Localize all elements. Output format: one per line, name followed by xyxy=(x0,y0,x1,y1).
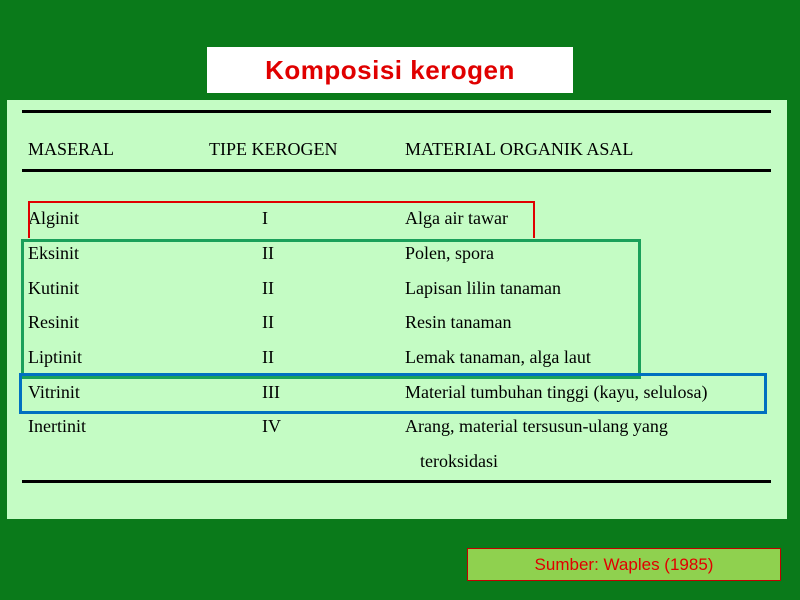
row-liptinit-material: Lemak tanaman, alga laut xyxy=(405,347,591,367)
row-alginit-maseral: Alginit xyxy=(28,208,80,228)
row-vitrinit-maseral: Vitrinit xyxy=(28,382,80,402)
highlight-type-iii-box xyxy=(19,373,767,414)
row-inertinit-material-cont: teroksidasi xyxy=(420,451,498,471)
row-alginit-tipe: I xyxy=(262,208,268,228)
row-vitrinit-tipe: III xyxy=(262,382,280,402)
row-resinit-maseral: Resinit xyxy=(28,312,80,332)
row-inertinit-maseral: Inertinit xyxy=(28,416,86,436)
highlight-type-i-box xyxy=(28,201,535,238)
row-eksinit-material: Polen, spora xyxy=(405,243,494,263)
row-inertinit-tipe: IV xyxy=(262,416,281,436)
row-resinit-tipe: II xyxy=(262,312,274,332)
header-material-organik: MATERIAL ORGANIK ASAL xyxy=(405,139,634,159)
title-box xyxy=(207,47,573,93)
table-header-rule xyxy=(22,169,771,172)
highlight-type-ii-box xyxy=(21,239,641,379)
header-tipe-kerogen: TIPE KEROGEN xyxy=(209,139,338,159)
row-liptinit-tipe: II xyxy=(262,347,274,367)
row-kutinit-tipe: II xyxy=(262,278,274,298)
row-inertinit-material: Arang, material tersusun-ulang yang xyxy=(405,416,668,436)
table-bottom-rule xyxy=(22,480,771,483)
row-eksinit-maseral: Eksinit xyxy=(28,243,80,263)
header-maseral: MASERAL xyxy=(28,139,115,159)
row-resinit-material: Resin tanaman xyxy=(405,312,512,332)
row-eksinit-tipe: II xyxy=(262,243,274,263)
table-top-rule xyxy=(22,110,771,113)
source-citation: Sumber: Waples (1985) xyxy=(534,554,714,574)
row-kutinit-maseral: Kutinit xyxy=(28,278,80,298)
slide-title: Komposisi kerogen xyxy=(265,54,515,85)
row-vitrinit-material: Material tumbuhan tinggi (kayu, selulosa) xyxy=(405,382,708,402)
source-box xyxy=(467,548,781,581)
row-liptinit-maseral: Liptinit xyxy=(28,347,82,367)
row-alginit-material: Alga air tawar xyxy=(405,208,508,228)
row-kutinit-material: Lapisan lilin tanaman xyxy=(405,278,561,298)
